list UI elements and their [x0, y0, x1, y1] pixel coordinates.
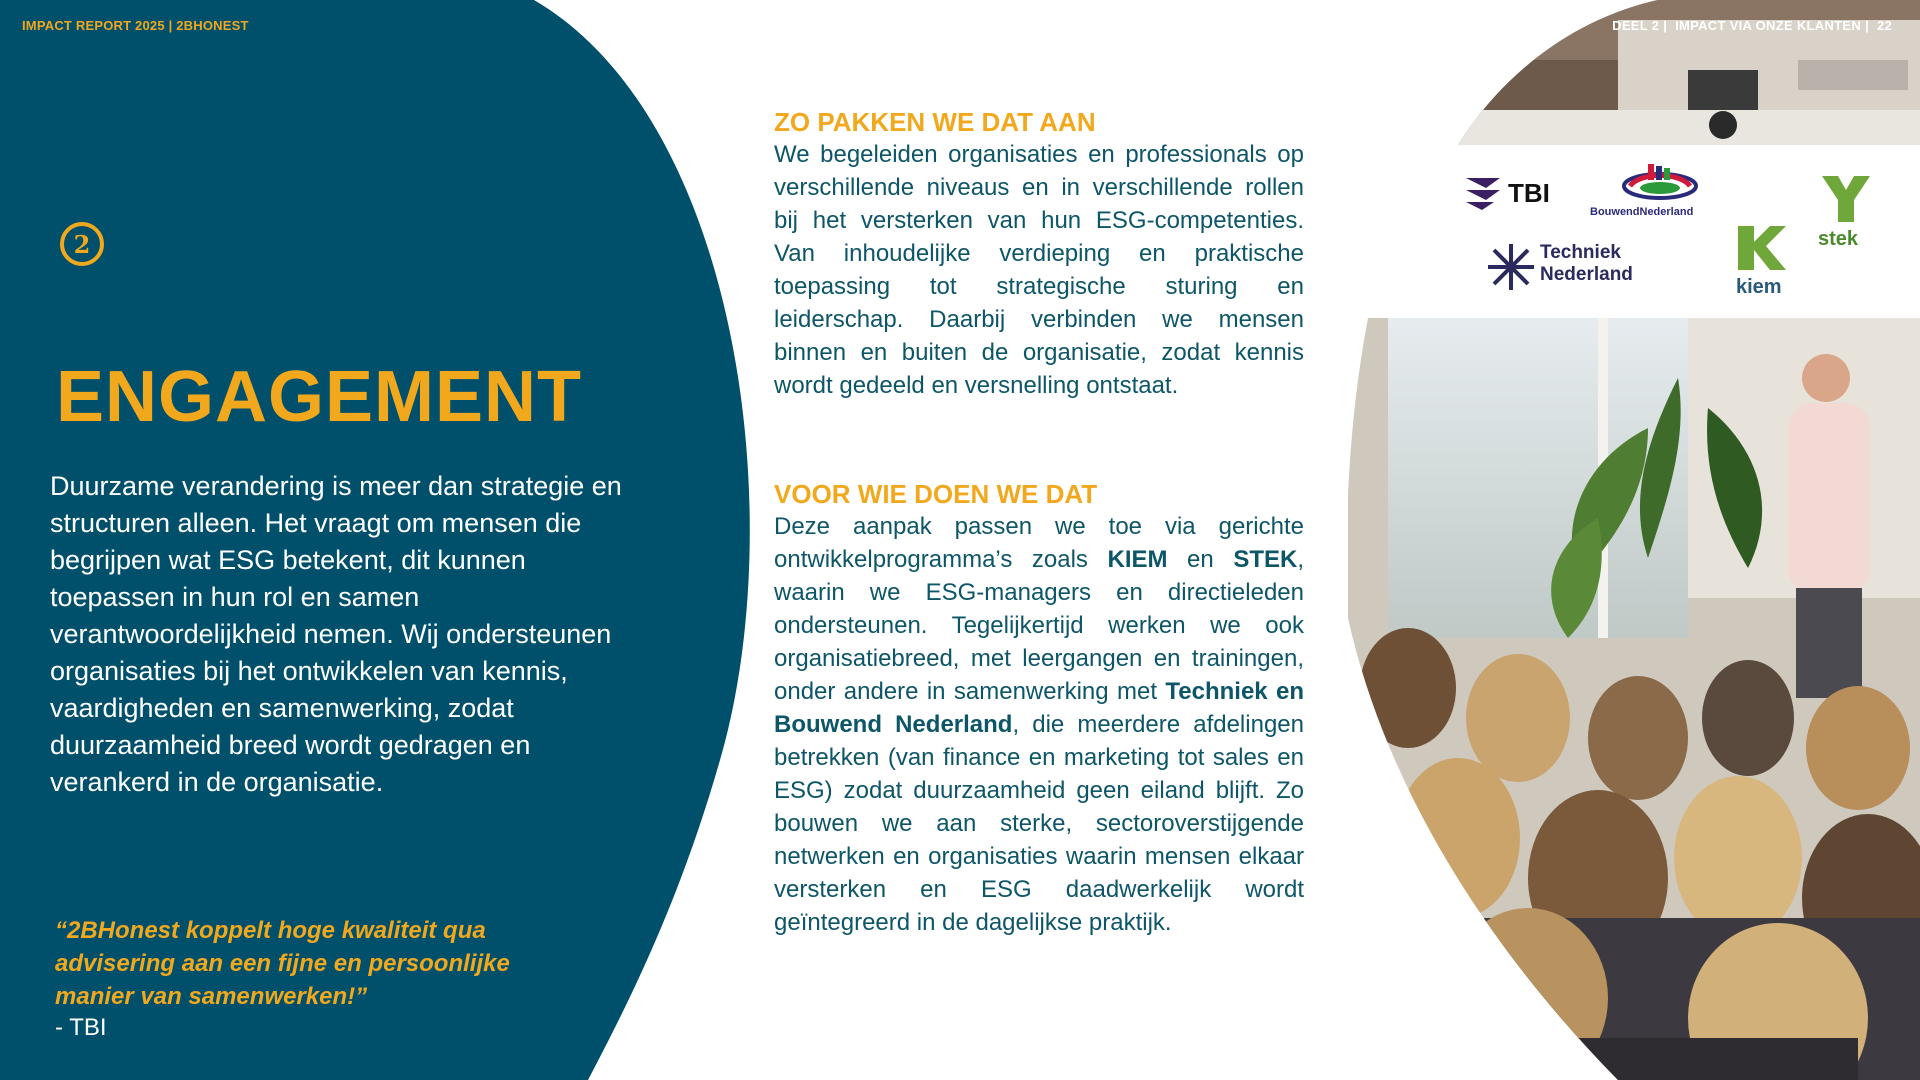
partner-mention: Techniek en Bouwend Nederland — [774, 678, 1305, 738]
section-approach — [774, 106, 1304, 402]
stek-logo: stek — [1814, 172, 1880, 252]
2bhonest-logo-icon: 2 — [60, 222, 104, 266]
techniek-nederland-logo: Techniek Nederland — [1486, 240, 1656, 296]
page-header: DEEL 2 | IMPACT VIA ONZE KLANTEN | 22 — [1612, 18, 1892, 33]
quote-author: - TBI — [55, 1014, 107, 1041]
techniek-mark-icon — [1486, 242, 1536, 292]
section-audience — [774, 478, 1304, 939]
kiem-logo: kiem — [1730, 222, 1800, 302]
client-logos — [1450, 150, 1920, 310]
page-number: 22 — [1876, 18, 1892, 33]
approach-body: We begeleiden organisaties en professionals op verschillende niveaus en in verschillende rollen bij het versterken van hun ESG-competenties. Van inhoudelijke verdieping en praktische toepassing tot strategische sturing en leiderschap. Daarbij verbinden we mensen binnen en buiten de organisatie, zodat kennis wordt gedeeld en versnelling ontstaat. — [774, 141, 1304, 399]
stek-mark-icon — [1818, 172, 1874, 224]
page-title: ENGAGEMENT — [56, 357, 583, 437]
chapter-label: IMPACT VIA ONZE KLANTEN — [1675, 18, 1862, 33]
report-label: IMPACT REPORT 2025 | 2BHONEST — [22, 18, 249, 33]
kiem-mention: KIEM — [1107, 546, 1168, 573]
audience-body: Deze aanpak passen we toe via gerichte ontwikkelprogramma’s zoals KIEM en STEK, waarin we ESG-managers en directieleden ondersteunen. Tegelijkertijd werken we ook organisatiebreed, met leergangen en trainingen, onder andere in samenwerking met Techniek en Bouwend Nederland, die meerdere afdelingen betrekken (van finance en marketing tot sales en ESG) zodat duurzaamheid geen eiland blijft. Zo bouwen we aan sterke, sectoroverstijgende netwerken en organisaties waarin mensen elkaar versterken en ESG daadwerkelijk wordt geïntegreerd in de dagelijkse praktijk. — [774, 513, 1305, 936]
bouwend-nederland-logo: BouwendNederland — [1590, 162, 1730, 224]
stek-mention: STEK — [1233, 546, 1298, 573]
kiem-mark-icon — [1734, 222, 1788, 274]
bouwend-mark-icon — [1620, 162, 1700, 202]
audience-heading: VOOR WIE DOEN WE DAT — [774, 479, 1098, 509]
client-quote: “2BHonest koppelt hoge kwaliteit qua advisering aan een fijne en persoonlijke manier van samenwerken!” — [55, 917, 510, 1010]
tbi-mark-icon — [1464, 174, 1504, 212]
section-label: DEEL 2 — [1612, 18, 1660, 33]
intro-paragraph: Duurzame verandering is meer dan strategie en structuren alleen. Het vraagt om mensen die begrijpen wat ESG betekent, dit kunnen toepassen in hun rol en samen verantwoordelijkheid nemen. Wij ondersteunen organisaties bij het ontwikkelen van kennis, vaardigheden en samenwerking, zodat duurzaamheid breed wordt gedragen en verankerd in de organisatie. — [50, 471, 622, 797]
workshop-photo-main — [1348, 318, 1920, 1080]
approach-heading: ZO PAKKEN WE DAT AAN — [774, 107, 1096, 137]
tbi-logo: TBI — [1464, 174, 1574, 214]
